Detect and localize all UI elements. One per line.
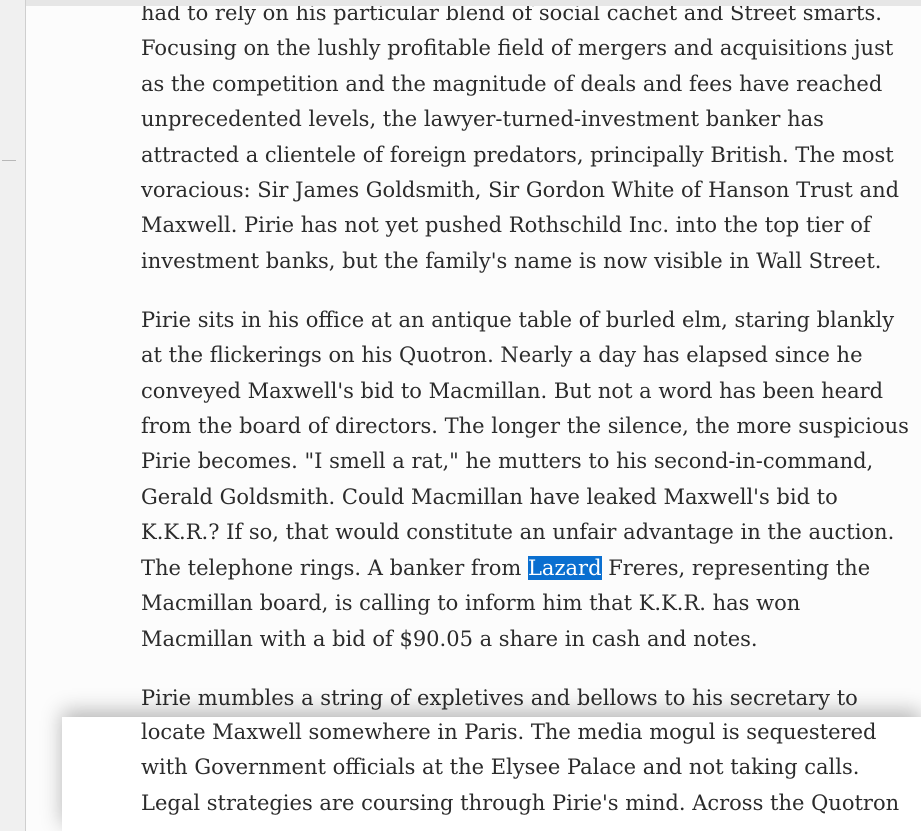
text-line: with Government officials at the Elysee Palace and not taking calls. xyxy=(141,755,860,780)
text-segment: Freres, representing the xyxy=(601,555,871,580)
text-line: conveyed Maxwell's bid to Macmillan. But not a word has been heard xyxy=(141,378,884,403)
left-gutter xyxy=(0,0,26,831)
text-line: from the board of directors. The longer the silence, the more suspicious xyxy=(141,414,909,439)
overlay-panel[interactable] xyxy=(62,717,921,831)
text-line: K.K.R.? If so, that would constitute an unfair advantage in the auction. xyxy=(141,520,895,545)
text-line-with-selection xyxy=(141,551,901,586)
text-line: Pirie becomes. "I smell a rat," he mutters to his second-in-command, xyxy=(141,449,874,474)
text-line: Pirie mumbles a string of expletives and bellows to his secretary to xyxy=(141,685,858,710)
text-line: voracious: Sir James Goldsmith, Sir Gordon White of Hanson Trust and xyxy=(141,178,900,203)
text-segment: The telephone rings. A banker from xyxy=(141,555,528,580)
text-line: Legal strategies are coursing through Pirie's mind. Across the Quotron xyxy=(141,790,900,815)
text-line: Pirie sits in his office at an antique table of burled elm, staring blankly xyxy=(141,307,895,332)
gutter-tick-mark xyxy=(2,160,16,161)
text-line: at the flickerings on his Quotron. Nearly a day has elapsed since he xyxy=(141,343,863,368)
paragraph-1 xyxy=(141,6,901,279)
article-text xyxy=(141,6,909,740)
paragraph-2 xyxy=(141,303,909,657)
text-line: Gerald Goldsmith. Could Macmillan have leaked Maxwell's bid to xyxy=(141,484,838,509)
overlay-text xyxy=(141,717,901,821)
text-line: investment banks, but the family's name is now visible in Wall Street. xyxy=(141,248,882,273)
text-line: Maxwell. Pirie has not yet pushed Rothschild Inc. into the top tier of xyxy=(141,213,871,238)
text-line: had to rely on his particular blend of social cachet and Street smarts. xyxy=(141,6,882,25)
text-line: Macmillan board, is calling to inform him that K.K.R. has won xyxy=(141,591,801,616)
text-line: unprecedented levels, the lawyer-turned-investment banker has xyxy=(141,107,824,132)
text-line: Macmillan with a bid of $90.05 a share in cash and notes. xyxy=(141,626,758,651)
document-page[interactable] xyxy=(26,6,921,831)
text-line: attracted a clientele of foreign predators, principally British. The most xyxy=(141,142,894,167)
text-line: Focusing on the lushly profitable field of mergers and acquisitions just xyxy=(141,36,894,61)
text-line: locate Maxwell somewhere in Paris. The media mogul is sequestered xyxy=(141,720,877,744)
paragraph-3 xyxy=(141,681,901,716)
selected-text[interactable]: Lazard xyxy=(527,555,602,580)
text-line: as the competition and the magnitude of deals and fees have reached xyxy=(141,71,883,96)
